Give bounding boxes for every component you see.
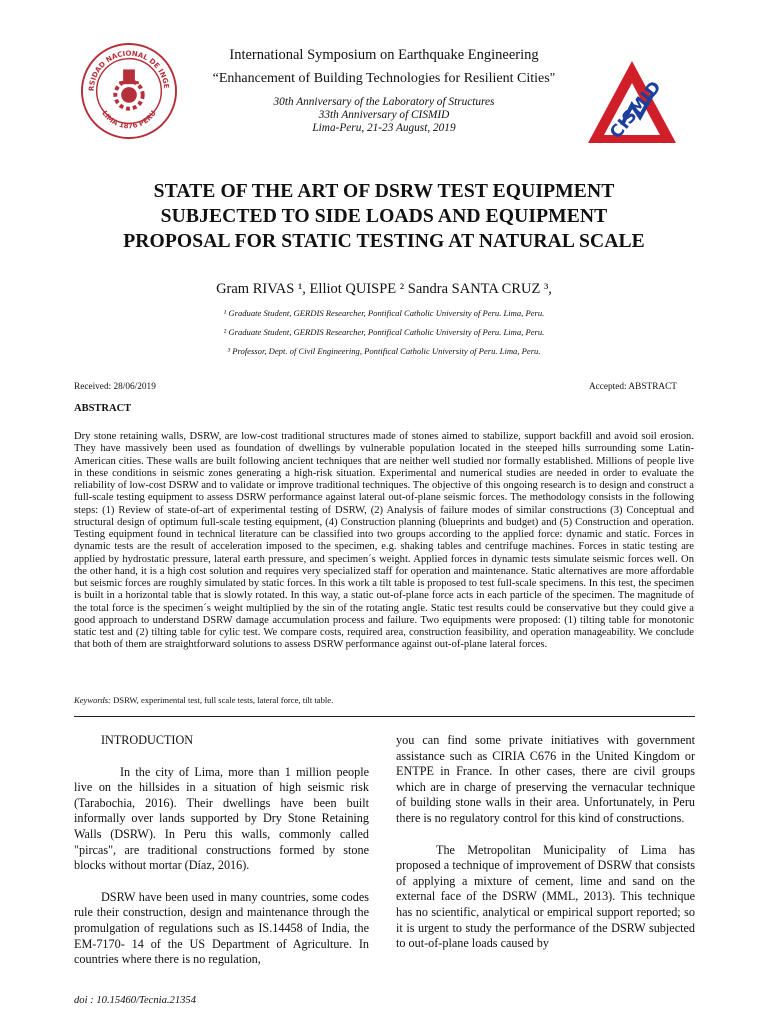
affiliation-3: ³ Professor, Dept. of Civil Engineering, Pontifical Catholic University of Peru. Lima, Peru. <box>227 346 541 356</box>
anniversary-block <box>0 96 768 135</box>
title-line: STATE OF THE ART OF DSRW TEST EQUIPMENT <box>153 181 615 202</box>
svg-text:LIMA 1876 PERU: LIMA 1876 PERU <box>100 108 158 131</box>
left-column <box>74 733 369 968</box>
svg-text:CISMID: CISMID <box>606 77 666 143</box>
right-column <box>396 733 695 952</box>
authors: Gram RIVAS ¹, Elliot QUISPE ² Sandra SANTA CRUZ ³, <box>216 281 552 297</box>
paragraph: you can find some private initiatives with government assistance such as CIRIA C676 in the United Kingdom or ENTPE in France. In other cases, there are civil groups which are in charge of preserving the vernacular technique of building stone walls in their area. Unfortunately, in Peru there is no regulatory control for this kind of constructions. <box>396 733 695 825</box>
accepted-date: Accepted: ABSTRACT <box>588 382 677 392</box>
conference-name: International Symposium on Earthquake Engineering <box>229 47 539 63</box>
title-line: SUBJECTED TO SIDE LOADS AND EQUIPMENT <box>160 206 608 227</box>
keywords-label: Keywords: <box>74 695 111 705</box>
anniversary-line: 30th Anniversary of the Laboratory of Structures <box>273 96 495 108</box>
paragraph: The Metropolitan Municipality of Lima has proposed a technique of improvement of DSRW that consists of applying a mixture of cement, lime and sand on the external face of the DSRW (MML, 2013). This technique has no scientific, analytical or empirical support reported; so it is urgent to study the performance of the DSRW subjected to out-of-plane loads caused by <box>396 842 695 951</box>
abstract-heading: ABSTRACT <box>74 403 132 414</box>
doi: doi : 10.15460/Tecnia.21354 <box>74 995 197 1006</box>
svg-text:UNIVERSIDAD NACIONAL DE INGENI: RSIDAD NACIONAL DE INGE <box>86 48 172 92</box>
event-location-date: Lima-Peru, 21-23 August, 2019 <box>312 122 456 134</box>
received-date: Received: 28/06/2019 <box>74 382 156 392</box>
introduction-heading: INTRODUCTION <box>101 733 194 747</box>
conference-theme: “Enhancement of Building Technologies for Resilient Cities" <box>212 71 556 86</box>
title-line: PROPOSAL FOR STATIC TESTING AT NATURAL SCALE <box>123 231 645 252</box>
affiliation-2: ² Graduate Student, GERDIS Researcher, Pontifical Catholic University of Peru. Lima, Peru. <box>223 327 545 337</box>
paper-title <box>60 179 708 254</box>
paragraph: DSRW have been used in many countries, some codes rule their construction, design and maintenance through the promulgation of regulations such as IS.14458 of India, the EM-7170- 14 of the US Department of Agriculture. In countries where there is no regulation, <box>74 889 369 967</box>
anniversary-line: 33th Anniversary of CISMID <box>318 109 450 121</box>
keywords <box>74 695 333 705</box>
section-divider <box>74 716 695 717</box>
keywords-list: DSRW, experimental test, full scale tests, lateral force, tilt table. <box>113 695 334 705</box>
paragraph: In the city of Lima, more than 1 million people live on the hillsides in a situation of high seismic risk (Tarabochia, 2016). Their dwellings have been built informally over lands supported by Dry Stone Retaining Walls (DSRW). In Peru this walls, commonly called "pircas", are traditional constructions formed by stone blocks without mortar (Díaz, 2016). <box>74 764 369 873</box>
abstract-text: Dry stone retaining walls, DSRW, are low-cost traditional structures made of stones aimed to stabilize, support backfill and avoid soil erosion. They have massively been used as foundation of dwellings by vulnerable population located in the steeped hills surrounding some Latin-American cities. These walls are built following ancient techniques that are neither well studied nor formally established. Millions of people live in these conditions in seismic zones generating a high-risk situation. Experimental and numerical studies are needed in order to evaluate the reliability of low-cost DSRW and to validate or improve traditional techniques. The objective of this ongoing research is to design and construct a full-scale testing equipment to assess DSRW performance against lateral out-of-plane seismic forces. The methodology consists in the following steps: (1) Review of state-of-art of experimental testing of DSRW, (2) Analysis of failure modes of similar constructions (3) Conceptual and structural design of optimum full-scale testing equipment, (4) Construction planning (blueprints and budget) and (5) Construction and operation. Testing equipment found in technical literature can be classified into two groups according to the applied force: dynamic and static. Forces in dynamic tests are the result of acceleration imposed to the specimen, e.g. shaking tables and centrifuge machines. Forces in static testing are applied by hydrostatic pressure, lateral earth pressure, and specimen´s weight. Applied forces in dynamic tests simulate seismic forces well. On the other hand, it is a high cost solution and requires very specialized staff for operation and maintenance. Static alternatives are more affordable but seismic forces are roughly simulated by static forces. In this work a tilt table is proposed to test full-scale specimens. In this test, the specimen is built in a horizontal table that is slowly rotated. In this way, a static out-of-plane force acts in each particle of the specimen. The magnitude of the total force is the specimen´s weight multiplied by the sin of the rotating angle. Static test results could be conservative but they could give a good approach to understand DSRW damage accumulation process and failure. Two equipments were proposed: (1) tilting table for monotonic static test and (2) tilting table for cylic test. We compare costs, required area, construction feasibility, and operation manageability. We conclude that both of them are straightforward solutions to assess DSRW performance against out-of-plane lateral forces. <box>74 431 694 651</box>
affiliation-1: ¹ Graduate Student, GERDIS Researcher, Pontifical Catholic University of Peru. Lima, Peru. <box>223 308 545 318</box>
